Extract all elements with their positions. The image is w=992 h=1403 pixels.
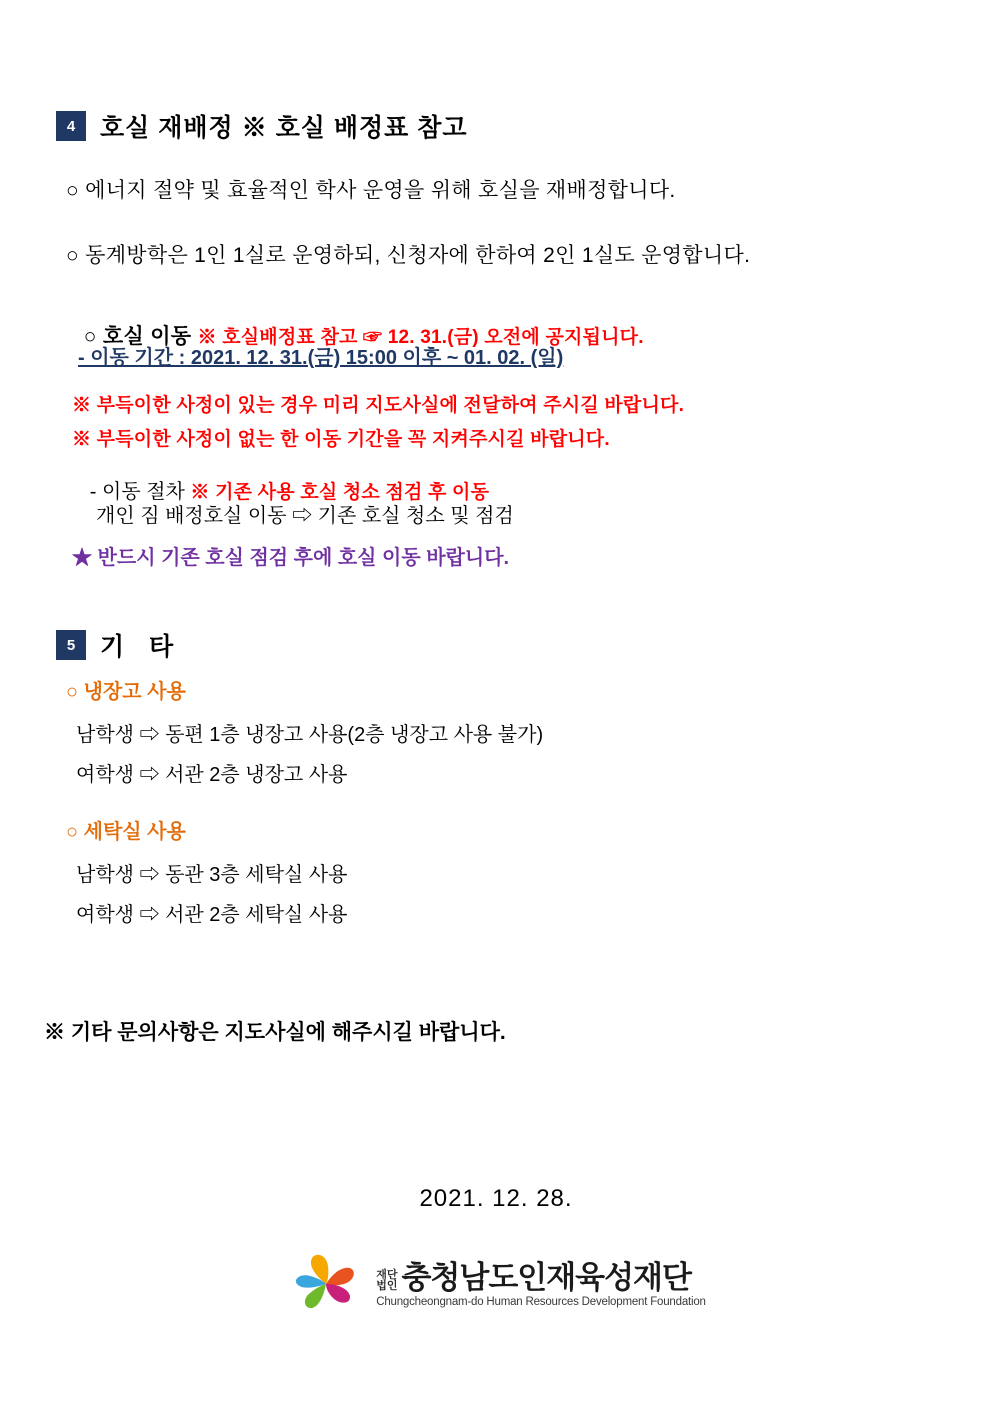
section-4-line-1: ○ 에너지 절약 및 효율적인 학사 운영을 위해 호실을 재배정합니다. <box>66 179 676 202</box>
logo-flower-icon <box>286 1250 366 1320</box>
logo-name-en: Chungcheongnam-do Human Resources Development Foundation <box>376 1296 706 1308</box>
section-5-title: 기 타 <box>100 633 175 661</box>
move-period: - 이동 기간 : 2021. 12. 31.(금) 15:00 이후 ~ 01. 02. (일) <box>78 347 564 369</box>
section-4-number: 4 <box>56 111 86 141</box>
move-note-2: ※ 부득이한 사정이 없는 한 이동 기간을 꼭 지켜주시길 바랍니다. <box>72 429 610 450</box>
move-heading-note: ※ 호실배정표 참고 ☞ 12. 31.(금) 오전에 공지됩니다. <box>197 327 644 348</box>
section-4-heading <box>56 108 468 144</box>
move-note-1: ※ 부득이한 사정이 있는 경우 미리 지도사실에 전달하여 주시길 바랍니다. <box>72 395 685 416</box>
move-procedure-detail: 개인 짐 배정호실 이동 ⇨ 기존 호실 청소 및 점검 <box>96 505 514 527</box>
move-procedure-label: - 이동 절차 <box>89 481 191 503</box>
section-5-number: 5 <box>56 630 86 660</box>
laundry-item-1: 남학생 ⇨ 동관 3층 세탁실 사용 <box>76 864 348 886</box>
move-star-note: ★ 반드시 기존 호실 점검 후에 호실 이동 바랍니다. <box>72 547 510 569</box>
logo-name-ko: 충청남도인재육성재단 <box>401 1260 691 1295</box>
fridge-item-2: 여학생 ⇨ 서관 2층 냉장고 사용 <box>76 764 348 786</box>
logo-flower-svg <box>286 1250 366 1320</box>
section-4-line-2: ○ 동계방학은 1인 1실로 운영하되, 신청자에 한하여 2인 1실도 운영합니다. <box>66 244 751 267</box>
logo-prefix-top: 재단 <box>376 1268 398 1281</box>
laundry-group-label: ○ 세탁실 사용 <box>66 821 186 843</box>
document-date: 2021. 12. 28. <box>419 1185 573 1212</box>
section-5-heading <box>56 627 174 663</box>
logo-prefix-bottom: 법인 <box>376 1280 398 1293</box>
fridge-item-1: 남학생 ⇨ 동편 1층 냉장고 사용(2층 냉장고 사용 불가) <box>76 724 544 746</box>
fridge-group-label: ○ 냉장고 사용 <box>66 681 186 703</box>
closing-note: ※ 기타 문의사항은 지도사실에 해주시길 바랍니다. <box>44 1021 506 1044</box>
foundation-logo <box>0 1250 992 1320</box>
move-procedure-note: ※ 기존 사용 호실 청소 점검 후 이동 <box>190 482 490 503</box>
move-heading-main: ○ 호실 이동 <box>83 325 198 348</box>
section-4-title: 호실 재배정 ※ 호실 배정표 참고 <box>100 114 468 142</box>
laundry-item-2: 여학생 ⇨ 서관 2층 세탁실 사용 <box>76 904 348 926</box>
